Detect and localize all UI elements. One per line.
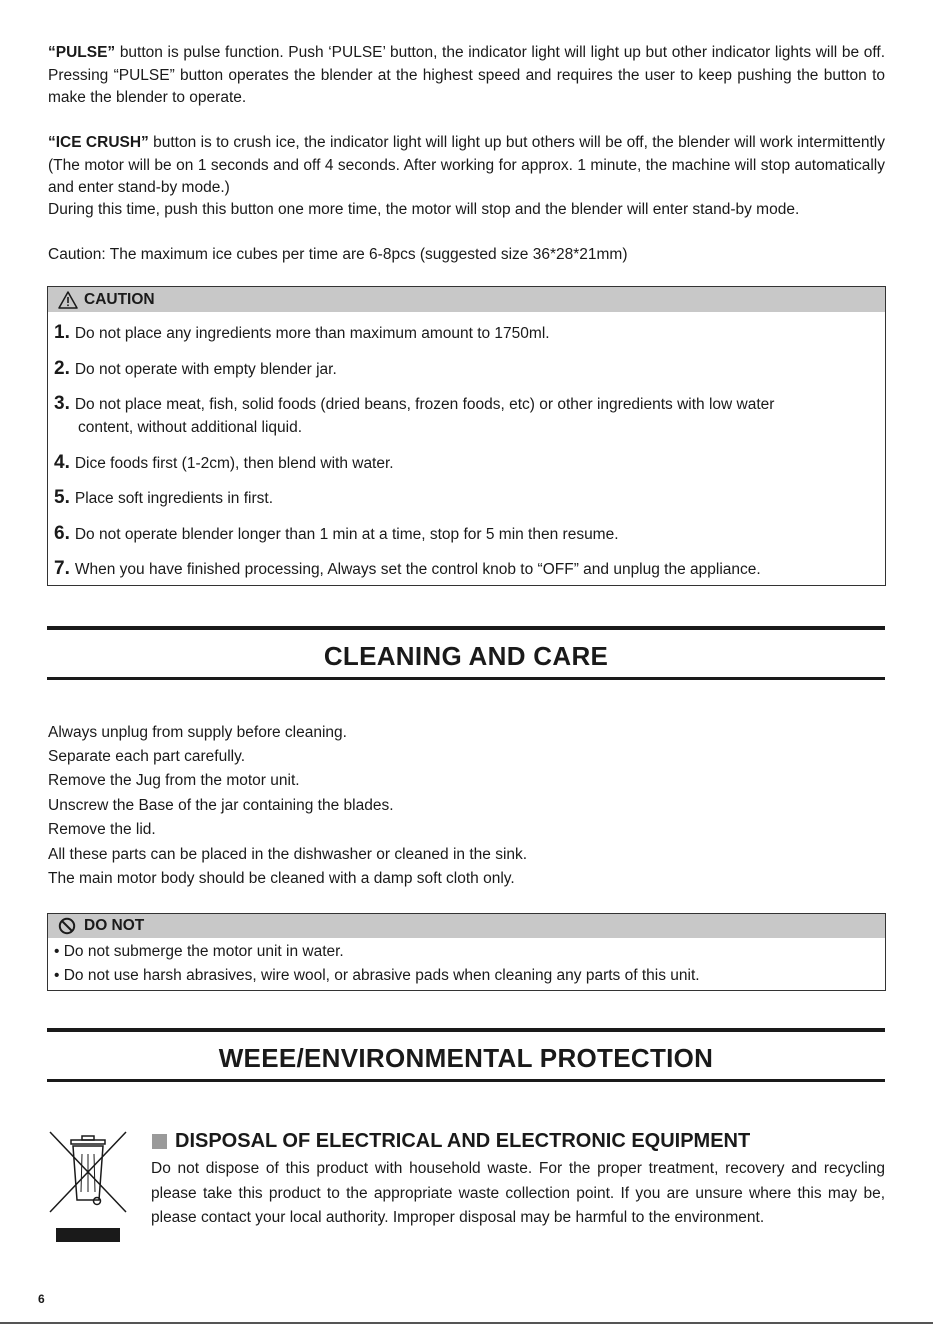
ice-crush-text: button is to crush ice, the indicator light will light up but others will be off, the blender will work intermittently (The motor will be on 1 seconds and off 4 seconds. After working for approx. 1 minute, the machine will stop automatically and enter stand-by mode.) — [48, 134, 885, 196]
cleaning-step: Unscrew the Base of the jar containing the blades. — [48, 797, 394, 814]
caution-title: CAUTION — [84, 290, 155, 308]
cleaning-step: Separate each part carefully. — [48, 748, 246, 765]
caution-item: 4. Dice foods first (1-2cm), then blend with water. — [54, 452, 394, 473]
cleaning-step: All these parts can be placed in the dishwasher or cleaned in the sink. — [48, 846, 528, 863]
caution-item: 7. When you have finished processing, Always set the control knob to “OFF” and unplug the appliance. — [54, 558, 761, 579]
gray-square-bullet-icon — [152, 1134, 167, 1149]
do-not-box — [47, 913, 886, 991]
do-not-item: • Do not use harsh abrasives, wire wool, or abrasive pads when cleaning any parts of this unit. — [54, 967, 700, 984]
section-rule-top — [47, 1028, 885, 1032]
ice-crush-paragraph — [48, 132, 885, 200]
crossed-out-bin-icon — [47, 1130, 129, 1248]
do-not-title: DO NOT — [84, 917, 145, 934]
do-not-item: • Do not submerge the motor unit in water. — [54, 943, 344, 960]
section-rule-bottom — [47, 677, 885, 680]
caution-header — [48, 287, 885, 312]
cleaning-step: Always unplug from supply before cleaning. — [48, 724, 347, 741]
warning-triangle-icon — [58, 291, 78, 309]
caution-box — [47, 286, 886, 586]
cleaning-step: Remove the lid. — [48, 821, 156, 838]
cleaning-step: Remove the Jug from the motor unit. — [48, 772, 300, 789]
caution-item: 5. Place soft ingredients in first. — [54, 487, 274, 508]
page-number: 6 — [38, 1292, 45, 1306]
disposal-text: Do not dispose of this product with household waste. For the proper treatment, recovery and recycling please take this product to the appropriate waste collection point. If you are unsure where this may be, please contact your local authority. Improper disposal may be harmful to the environment. — [151, 1160, 885, 1226]
pulse-lead: “PULSE” — [48, 44, 116, 61]
caution-item: 6. Do not operate blender longer than 1 min at a time, stop for 5 min then resume. — [54, 523, 619, 544]
pulse-paragraph — [48, 42, 885, 110]
caution-item: 1. Do not place any ingredients more than maximum amount to 1750ml. — [54, 322, 550, 343]
disposal-title-text: DISPOSAL OF ELECTRICAL AND ELECTRONIC EQUIPMENT — [175, 1130, 751, 1152]
standby-paragraph: During this time, push this button one more time, the motor will stop and the blender will enter stand-by mode. — [48, 201, 800, 218]
caution-item: 2. Do not operate with empty blender jar. — [54, 358, 337, 379]
weee-title: WEEE/ENVIRONMENTAL PROTECTION — [218, 1043, 714, 1073]
disposal-title — [152, 1130, 750, 1153]
section-rule-top — [47, 626, 885, 630]
caution-item: 3. Do not place meat, fish, solid foods (dried beans, frozen foods, etc) or other ingredients with low water content, without additional liquid. — [54, 393, 775, 436]
ice-crush-lead: “ICE CRUSH” — [48, 134, 149, 151]
ice-caution-line: Caution: The maximum ice cubes per time are 6-8pcs (suggested size 36*28*21mm) — [48, 246, 628, 263]
cleaning-title: CLEANING AND CARE — [323, 641, 609, 671]
do-not-header — [48, 914, 885, 938]
pulse-text: button is pulse function. Push ‘PULSE’ button, the indicator light will light up but other indicator lights will be off. Pressing “PULSE” button operates the blender at the highest speed and requires the user to keep pushing the button to make the blender to operate. — [48, 44, 885, 106]
prohibited-icon — [58, 917, 76, 935]
section-rule-bottom — [47, 1079, 885, 1082]
cleaning-step: The main motor body should be cleaned with a damp soft cloth only. — [48, 870, 515, 887]
